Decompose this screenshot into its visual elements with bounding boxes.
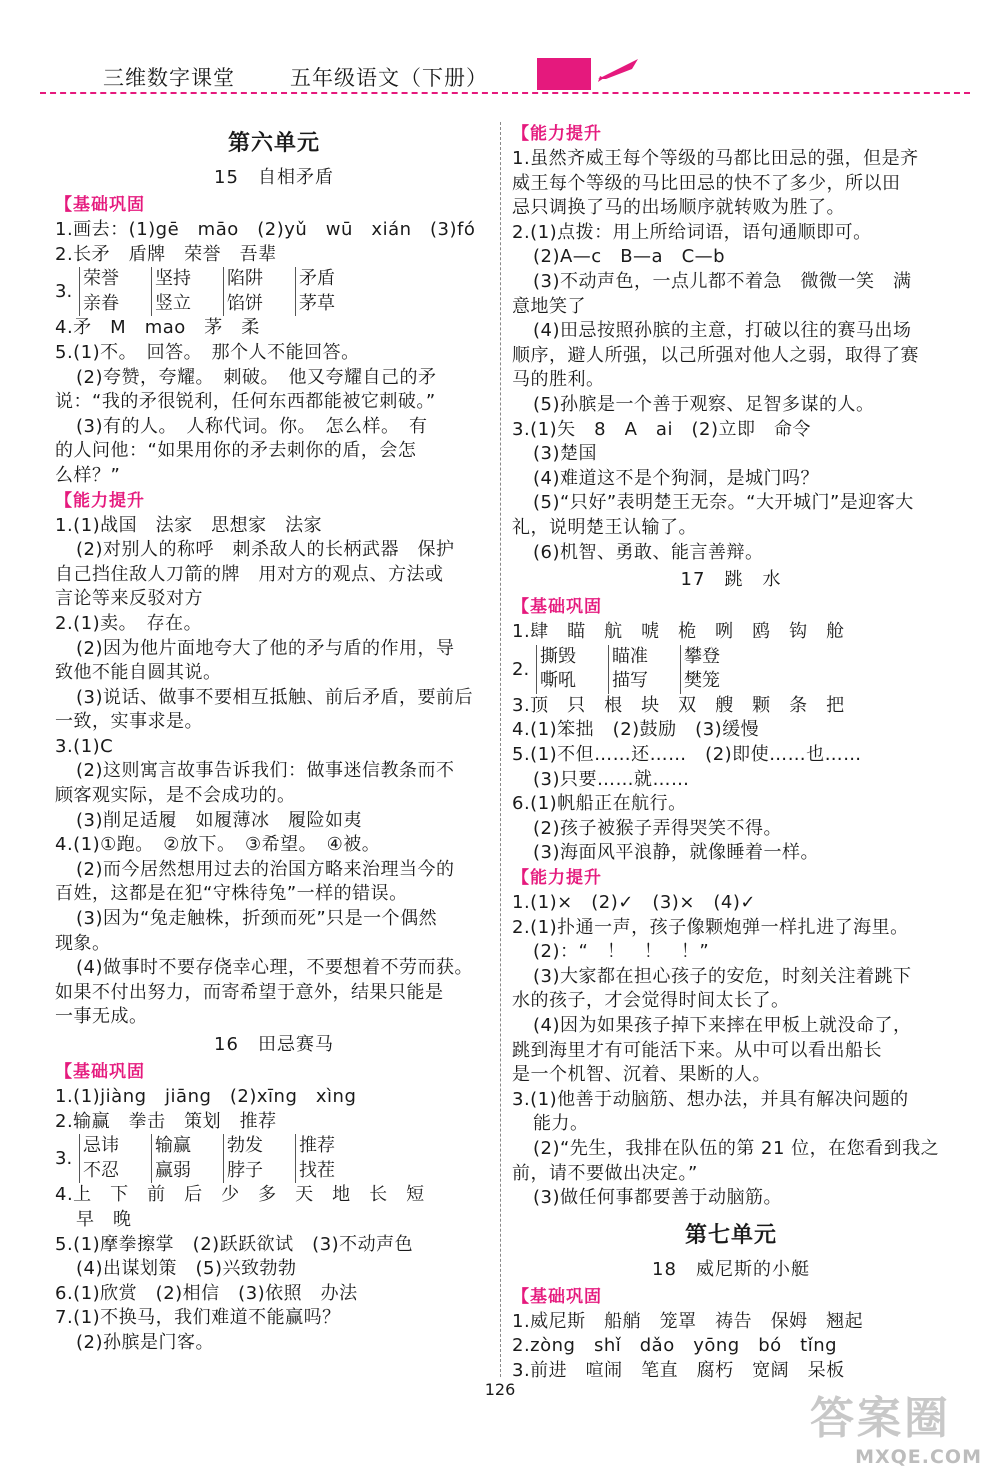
lesson-title: 18 威尼斯的小艇 [652, 1258, 810, 1280]
answer-line: (2)而今居然想用过去的治国方略来治理当今的 [76, 858, 455, 880]
word-cell: 茅草 [295, 292, 365, 317]
answer-line: 么样？” [55, 464, 121, 486]
answer-line: 3.前进 喧闹 笔直 腐朽 宽阔 呆板 [512, 1359, 845, 1381]
word-cell: 找茬 [295, 1159, 365, 1184]
word-cell: 陷阱 [223, 267, 293, 292]
answer-line: 3.(1)他善于动脑筋、想办法，并具有解决问题的 [512, 1088, 909, 1110]
question-number: 3. [55, 281, 73, 303]
answer-line: 5.(1)不。 回答。 那个人不能回答。 [55, 341, 360, 363]
answer-line: 1.虽然齐威王每个等级的马都比田忌的强，但是齐 [512, 148, 919, 169]
unit-title: 第七单元 [684, 1222, 777, 1248]
unit-title: 第六单元 [227, 131, 320, 156]
answer-line: 马的胜利。 [512, 369, 605, 391]
answer-line: (2)“先生，我排在队伍的第 21 位，在您看到我之 [533, 1137, 940, 1159]
word-group [55, 1134, 493, 1183]
answer-line: (3)削足适履 如履薄冰 履险如夷 [76, 809, 362, 831]
right-column [512, 122, 950, 1384]
answer-line: 3.顶 只 根 块 双 艘 颗 条 把 [512, 694, 845, 716]
word-group [512, 645, 950, 694]
answer-line: 顺序，避人所强，以己所强对他人之弱，取得了赛 [512, 344, 919, 366]
answer-line: (5)“只好”表明楚王无奈。“大开城门”是迎客大 [533, 492, 914, 514]
answer-line: (3)只要……就…… [533, 768, 690, 790]
word-cell: 攀登 [680, 645, 750, 670]
answer-line: 早 晚 [76, 1208, 132, 1230]
answer-line: 威王每个等级的马比田忌的快不了多少，所以田 [512, 172, 901, 194]
answer-line: 2.长矛 盾牌 荣誉 吾辈 [55, 243, 277, 265]
answer-line: 4.矛 M mao 茅 柔 [55, 317, 260, 339]
word-cell: 输赢 [151, 1134, 221, 1159]
answer-line: 5.(1)不但……还…… (2)即使……也…… [512, 744, 862, 766]
word-cell: 忌讳 [79, 1134, 149, 1159]
answer-line: (5)孙膑是一个善于观察、足智多谋的人。 [533, 393, 875, 415]
word-cell: 荣誉 [79, 267, 149, 292]
answer-line: 一事无成。 [55, 1006, 148, 1028]
section-label: 【基础巩固 [512, 597, 602, 618]
answer-line: 言论等来反驳对方 [55, 588, 203, 610]
section-label: 【能力提升 [512, 124, 602, 144]
word-cell: 樊笼 [680, 669, 750, 694]
answer-line: 4.上 下 前 后 少 多 天 地 长 短 [55, 1184, 425, 1206]
answer-line: 4.(1)笨拙 (2)鼓励 (3)缓慢 [512, 719, 760, 741]
header-divider [40, 92, 970, 94]
answer-line: 现象。 [55, 932, 111, 954]
word-cell: 撕毁 [536, 645, 606, 670]
answer-line: (2)：“ ！ ！ ！” [533, 941, 710, 963]
answer-line: (2)这则寓言故事告诉我们：做事迷信教条而不 [76, 760, 455, 782]
answer-line: (2)因为他片面地夸大了他的矛与盾的作用，导 [76, 637, 455, 659]
answer-line: 的人问他：“如果用你的矛去刺你的盾，会怎 [55, 440, 417, 462]
answer-line: (3)有的人。 人称代词。你。 怎么样。 有 [76, 415, 428, 437]
answer-line: 水的孩子，才会觉得时间太长了。 [512, 990, 790, 1012]
word-cell: 坚持 [151, 267, 221, 292]
column-divider [500, 122, 501, 1377]
lesson-title: 15 自相矛盾 [214, 167, 334, 188]
answer-line: 1.画去：(1)gē māo (2)yǔ wū xián (3)fó [55, 219, 476, 240]
answer-line: 说：“我的矛很锐利，任何东西都能被它刺破。” [55, 391, 436, 413]
answer-line: 1.(1)jiàng jiāng (2)xīng xìng [55, 1086, 357, 1107]
answer-line: (4)难道这不是个狗洞，是城门吗？ [533, 467, 819, 489]
answer-line: 忌只调换了马的出场顺序就转败为胜了。 [512, 197, 845, 219]
answer-line: (4)出谋划策 (5)兴致勃勃 [76, 1258, 297, 1280]
answer-line: (2)孙膑是门客。 [76, 1331, 214, 1353]
book-title: 五年级语文（下册） [290, 66, 488, 90]
section-label: 【基础巩固 [512, 1286, 602, 1307]
answer-line: (3)楚国 [533, 443, 597, 465]
word-cell: 亲眷 [79, 292, 149, 317]
header-accent-bar [537, 58, 591, 90]
answer-line: 能力。 [533, 1113, 589, 1135]
answer-line: (2)对别人的称呼 刺杀敌人的长柄武器 保护 [76, 539, 455, 561]
answer-line: 一致，实事求是。 [55, 711, 203, 733]
answer-line: 6.(1)帆船正在航行。 [512, 793, 687, 815]
answer-line: 2.(1)点拨：用上所给词语，语句通顺即可。 [512, 221, 872, 243]
word-cell: 竖立 [151, 292, 221, 317]
answer-line: (4)因为如果孩子掉下来摔在甲板上就没命了， [533, 1015, 912, 1036]
answer-line: 1.肆 瞄 航 唬 桅 咧 鸥 钩 舱 [512, 621, 845, 643]
answer-line: 顾客观实际，是不会成功的。 [55, 785, 296, 807]
page-number: 126 [484, 1380, 516, 1399]
answer-line: (2)夸赞，夸耀。 刺破。 他又夸耀自己的矛 [76, 366, 437, 388]
answer-line: (4)做事时不要存侥幸心理，不要想着不劳而获。 [76, 957, 473, 979]
word-cell: 描写 [608, 669, 678, 694]
question-number: 2. [512, 658, 530, 680]
word-cell: 馅饼 [223, 292, 293, 317]
watermark-text: 答案圈 [810, 1393, 951, 1444]
answer-line: 6.(1)欣赏 (2)相信 (3)依照 办法 [55, 1282, 358, 1304]
answer-line: 4.(1)①跑。 ②放下。 ③希望。 ④被。 [55, 834, 381, 856]
answer-line: (3)不动声色，一点儿都不着急 微微一笑 满 [533, 270, 912, 292]
answer-line: 1.(1)× (2)✓ (3)× (4)✓ [512, 892, 756, 914]
section-label: 【能力提升 [512, 868, 602, 889]
word-cell: 脖子 [223, 1159, 293, 1184]
word-cell: 推荐 [295, 1134, 365, 1159]
answer-line: 致他不能自圆其说。 [55, 662, 222, 684]
answer-line: 意地笑了 [512, 295, 586, 317]
answer-line: 1.(1)战国 法家 思想家 法家 [55, 514, 323, 536]
watermark-logo [810, 1382, 990, 1468]
word-cell: 瞄准 [608, 645, 678, 670]
series-title: 三维数字课堂 [103, 66, 235, 90]
answer-line: (3)因为“兔走触株，折颈而死”只是一个偶然 [76, 908, 438, 930]
word-cell: 勃发 [223, 1134, 293, 1159]
answer-line: 跳到海里才有可能活下来。从中可以看出船长 [512, 1039, 882, 1061]
section-label: 【基础巩固 [55, 1062, 145, 1082]
answer-line: 是一个机智、沉着、果断的人。 [512, 1064, 771, 1086]
answer-line: 百姓，这都是在犯“守株待兔”一样的错误。 [55, 883, 408, 905]
question-number: 3. [55, 1148, 73, 1170]
word-cell: 不忍 [79, 1159, 149, 1184]
answer-line: (2)A—c B—a C—b [533, 246, 726, 268]
answer-line: 如果不付出努力，而寄希望于意外，结果只能是 [55, 981, 444, 1003]
rocket-icon [596, 57, 640, 83]
answer-line: (6)机智、勇敢、能言善辩。 [533, 541, 764, 563]
lesson-title: 17 跳 水 [680, 569, 782, 591]
answer-line: 2.(1)扑通一声，孩子像颗炮弹一样扎进了海里。 [512, 916, 909, 938]
lesson-title: 16 田忌赛马 [214, 1034, 334, 1055]
page-header [0, 0, 1000, 100]
answer-line: 3.(1)矢 8 A ai (2)立即 命令 [512, 418, 811, 440]
answer-line: 2.zòng shǐ dǎo yōng bó tǐng [512, 1335, 838, 1357]
answer-line: 2.(1)卖。 存在。 [55, 612, 203, 634]
answer-line: 5.(1)摩拳擦掌 (2)跃跃欲试 (3)不动声色 [55, 1233, 414, 1255]
answer-line: 1.威尼斯 船艄 笼罩 祷告 保姆 翘起 [512, 1310, 864, 1332]
word-group [55, 267, 493, 316]
answer-line: 2.输赢 拳击 策划 推荐 [55, 1110, 277, 1132]
word-cell: 赢弱 [151, 1159, 221, 1184]
word-cell: 嘶吼 [536, 669, 606, 694]
word-cell: 矛盾 [295, 267, 365, 292]
answer-line: 3.(1)C [55, 735, 114, 757]
section-label: 【能力提升 [55, 490, 145, 511]
answer-line: (2)孩子被猴子弄得哭笑不得。 [533, 817, 782, 839]
answer-line: 自己挡住敌人刀箭的牌 用对方的观点、方法或 [55, 563, 444, 585]
answer-line: 7.(1)不换马，我们难道不能赢吗？ [55, 1307, 341, 1329]
answer-line: (3)说话、做事不要相互抵触、前后矛盾，要前后 [76, 686, 473, 708]
answer-line: 礼，说明楚王认输了。 [512, 516, 697, 538]
answer-line: 前，请不要做出决定。” [512, 1162, 698, 1184]
watermark-url: MXQE.COM [855, 1446, 982, 1468]
answer-line: (3)海面风平浪静，就像睡着一样。 [533, 842, 819, 864]
answer-line: (4)田忌按照孙膑的主意，打破以往的赛马出场 [533, 320, 912, 342]
answer-line: (3)大家都在担心孩子的安危，时刻关注着跳下 [533, 965, 912, 987]
answer-line: (3)做任何事都要善于动脑筋。 [533, 1187, 782, 1209]
left-column [55, 125, 493, 1356]
section-label: 【基础巩固 [55, 195, 145, 215]
